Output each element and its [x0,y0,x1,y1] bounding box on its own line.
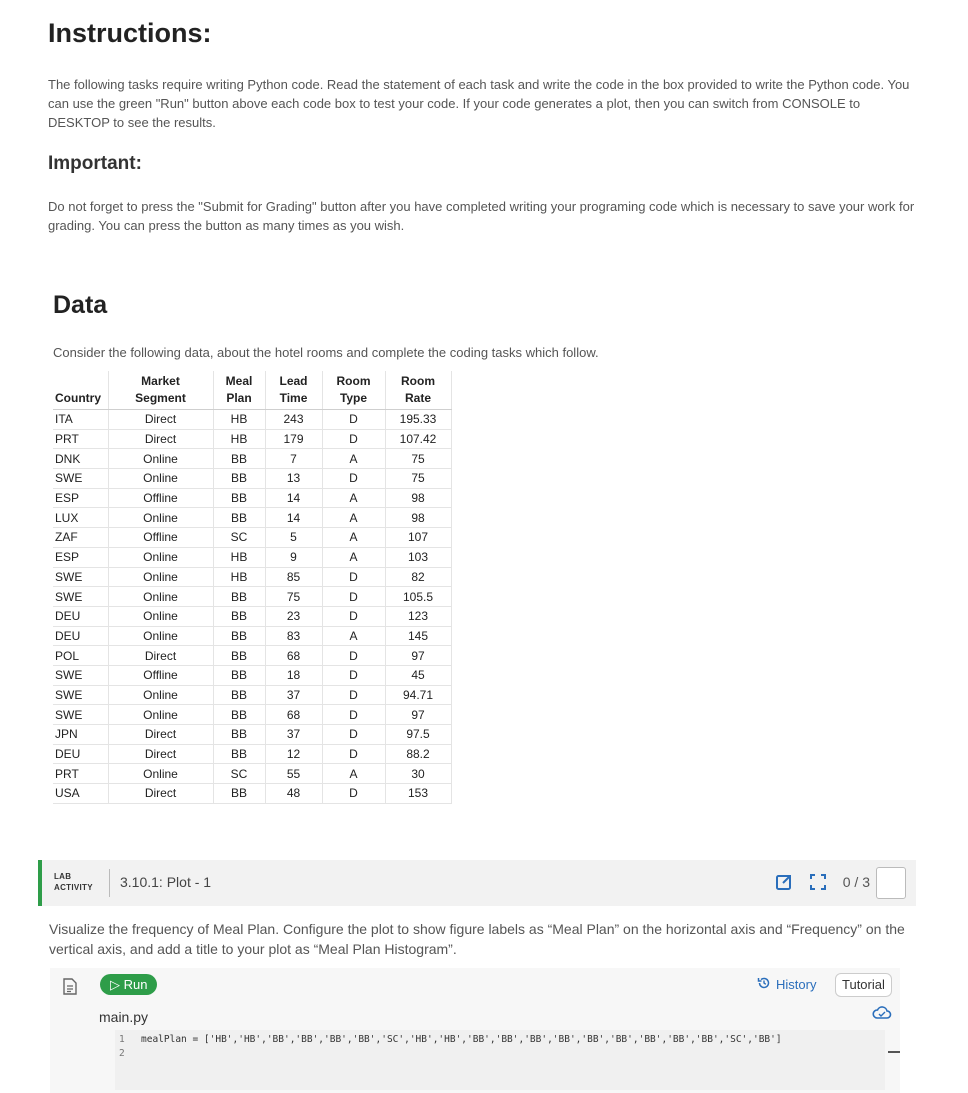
col-header-room-rate: Room Rate [385,371,451,410]
table-cell: 85 [265,567,322,587]
completion-checkbox [876,867,906,899]
table-cell: Online [108,587,213,607]
table-cell: 37 [265,725,322,745]
divider [109,869,110,897]
table-cell: SWE [53,705,108,725]
table-cell: Online [108,685,213,705]
table-cell: DEU [53,606,108,626]
table-cell: SWE [53,469,108,489]
table-cell: BB [213,488,265,508]
table-cell: SWE [53,567,108,587]
table-cell: 98 [385,508,451,528]
cloud-sync-icon [872,1004,892,1025]
table-cell: D [322,469,385,489]
table-cell: HB [213,410,265,430]
table-cell: JPN [53,725,108,745]
table-cell: Offline [108,488,213,508]
table-cell: Offline [108,528,213,548]
table-row [53,587,451,607]
table-cell: 97.5 [385,725,451,745]
file-tab-main-py[interactable]: main.py [99,1009,149,1025]
table-cell: ITA [53,410,108,430]
table-cell: 14 [265,508,322,528]
table-cell: ESP [53,547,108,567]
table-cell: D [322,410,385,430]
important-body: Do not forget to press the "Submit for Grading" button after you have completed writing your programing code which is necessary to save your work for grading. You can press the button as many times as you wish. [48,199,915,233]
table-row [53,626,451,646]
col-header-market-segment: Market Segment [108,371,213,410]
table-cell: Online [108,469,213,489]
table-cell: 30 [385,764,451,784]
table-cell: 97 [385,705,451,725]
table-cell: D [322,567,385,587]
run-button[interactable]: ▷ Run [100,974,157,995]
table-cell: SWE [53,665,108,685]
table-cell: D [322,587,385,607]
table-cell: 243 [265,410,322,430]
table-cell: D [322,784,385,804]
table-row [53,528,451,548]
table-cell: A [322,547,385,567]
table-cell: Online [108,606,213,626]
lab-activity-tag: LAB ACTIVITY [54,872,93,892]
table-cell: BB [213,626,265,646]
table-cell: DEU [53,744,108,764]
table-cell: 23 [265,606,322,626]
hotel-data-table [53,371,452,804]
table-cell: D [322,685,385,705]
open-external-icon[interactable] [774,872,794,892]
table-cell: 179 [265,429,322,449]
col-header-country: Country [53,371,108,410]
code-line-2[interactable]: 2 [119,1048,125,1059]
table-cell: HB [213,429,265,449]
table-cell: Direct [108,784,213,804]
table-cell: 45 [385,665,451,685]
table-cell: 153 [385,784,451,804]
table-cell: BB [213,725,265,745]
table-cell: D [322,646,385,666]
table-cell: 103 [385,547,451,567]
table-row [53,547,451,567]
lab-activity-header [38,860,916,906]
table-cell: A [322,488,385,508]
table-cell: 12 [265,744,322,764]
table-cell: Direct [108,429,213,449]
table-cell: Online [108,705,213,725]
col-header-meal-plan: Meal Plan [213,371,265,410]
table-cell: ZAF [53,528,108,548]
table-row [53,469,451,489]
table-cell: 123 [385,606,451,626]
minimize-handle[interactable] [888,1051,900,1053]
table-cell: 195.33 [385,410,451,430]
table-cell: BB [213,744,265,764]
table-cell: 55 [265,764,322,784]
table-cell: BB [213,784,265,804]
fullscreen-icon[interactable] [808,872,828,892]
history-icon [757,976,771,993]
table-cell: Online [108,449,213,469]
table-row [53,606,451,626]
table-row [53,665,451,685]
table-row [53,449,451,469]
table-cell: 13 [265,469,322,489]
table-cell: A [322,626,385,646]
table-cell: 83 [265,626,322,646]
important-heading: Important: [48,153,142,174]
table-cell: BB [213,606,265,626]
table-cell: BB [213,508,265,528]
table-cell: Online [108,567,213,587]
table-cell: Direct [108,410,213,430]
table-cell: BB [213,685,265,705]
instructions-heading: Instructions: [48,18,212,48]
col-header-room-type: Room Type [322,371,385,410]
instructions-body: The following tasks require writing Python code. Read the statement of each task and write the code in the box provided to write the Python code. You can use the green "Run" button above each code box to test your code. If your code generates a plot, then you can switch from CONSOLE to DESKTOP to see the results. [48,77,910,130]
table-cell: BB [213,469,265,489]
table-cell: 75 [265,587,322,607]
data-intro: Consider the following data, about the hotel rooms and complete the coding tasks which follow. [53,345,599,360]
table-cell: LUX [53,508,108,528]
table-cell: 37 [265,685,322,705]
task-description: Visualize the frequency of Meal Plan. Configure the plot to show figure labels as “Meal Plan” on the horizontal axis and “Frequency” on the vertical axis, and add a title to your plot as “Meal Plan Histogram”. [49,921,905,957]
history-button[interactable]: History [757,976,816,993]
table-cell: SWE [53,587,108,607]
table-cell: A [322,764,385,784]
table-cell: A [322,508,385,528]
table-cell: D [322,665,385,685]
table-cell: 5 [265,528,322,548]
table-row [53,488,451,508]
table-cell: Online [108,764,213,784]
table-cell: 68 [265,646,322,666]
table-row [53,429,451,449]
table-cell: D [322,744,385,764]
table-cell: Direct [108,744,213,764]
table-cell: 107 [385,528,451,548]
table-cell: SC [213,764,265,784]
table-cell: DNK [53,449,108,469]
table-cell: Offline [108,665,213,685]
table-cell: PRT [53,764,108,784]
table-cell: BB [213,665,265,685]
table-cell: Direct [108,646,213,666]
table-cell: 7 [265,449,322,469]
code-line-1[interactable]: 1 mealPlan = ['HB','HB','BB','BB','BB','BB','SC','HB','HB','BB','BB','BB','BB','BB','BB','BB','BB','BB','SC','BB'] [119,1034,782,1045]
table-cell: 88.2 [385,744,451,764]
table-cell: Direct [108,725,213,745]
table-cell: BB [213,646,265,666]
table-row [53,744,451,764]
table-cell: BB [213,705,265,725]
table-cell: 82 [385,567,451,587]
table-cell: 94.71 [385,685,451,705]
table-cell: 98 [385,488,451,508]
lab-title: 3.10.1: Plot - 1 [120,874,212,890]
code-input-area[interactable] [115,1030,885,1090]
table-cell: Online [108,547,213,567]
table-cell: HB [213,547,265,567]
table-row [53,784,451,804]
table-cell: 75 [385,469,451,489]
table-cell: POL [53,646,108,666]
table-cell: PRT [53,429,108,449]
table-cell: SC [213,528,265,548]
table-cell: 105.5 [385,587,451,607]
table-cell: 18 [265,665,322,685]
table-cell: SWE [53,685,108,705]
file-icon[interactable] [63,978,77,1000]
table-cell: 68 [265,705,322,725]
tutorial-button[interactable]: Tutorial [835,973,892,997]
table-row [53,725,451,745]
table-cell: A [322,449,385,469]
table-cell: BB [213,587,265,607]
table-cell: 48 [265,784,322,804]
table-cell: ESP [53,488,108,508]
data-heading: Data [53,291,108,319]
table-cell: D [322,725,385,745]
table-header-row [53,371,451,410]
table-cell: HB [213,567,265,587]
table-cell: 75 [385,449,451,469]
col-header-lead-time: Lead Time [265,371,322,410]
table-row [53,646,451,666]
code-editor-panel [50,968,900,1093]
table-cell: DEU [53,626,108,646]
table-cell: 145 [385,626,451,646]
table-cell: 14 [265,488,322,508]
table-cell: BB [213,449,265,469]
table-cell: D [322,705,385,725]
table-row [53,567,451,587]
table-cell: A [322,528,385,548]
table-cell: 97 [385,646,451,666]
table-cell: USA [53,784,108,804]
table-cell: 107.42 [385,429,451,449]
lab-score: 0 / 3 [842,874,870,890]
table-cell: D [322,429,385,449]
table-cell: 9 [265,547,322,567]
table-cell: D [322,606,385,626]
table-row [53,705,451,725]
table-row [53,685,451,705]
table-cell: Online [108,626,213,646]
table-row [53,764,451,784]
table-row [53,410,451,430]
table-cell: Online [108,508,213,528]
table-row [53,508,451,528]
